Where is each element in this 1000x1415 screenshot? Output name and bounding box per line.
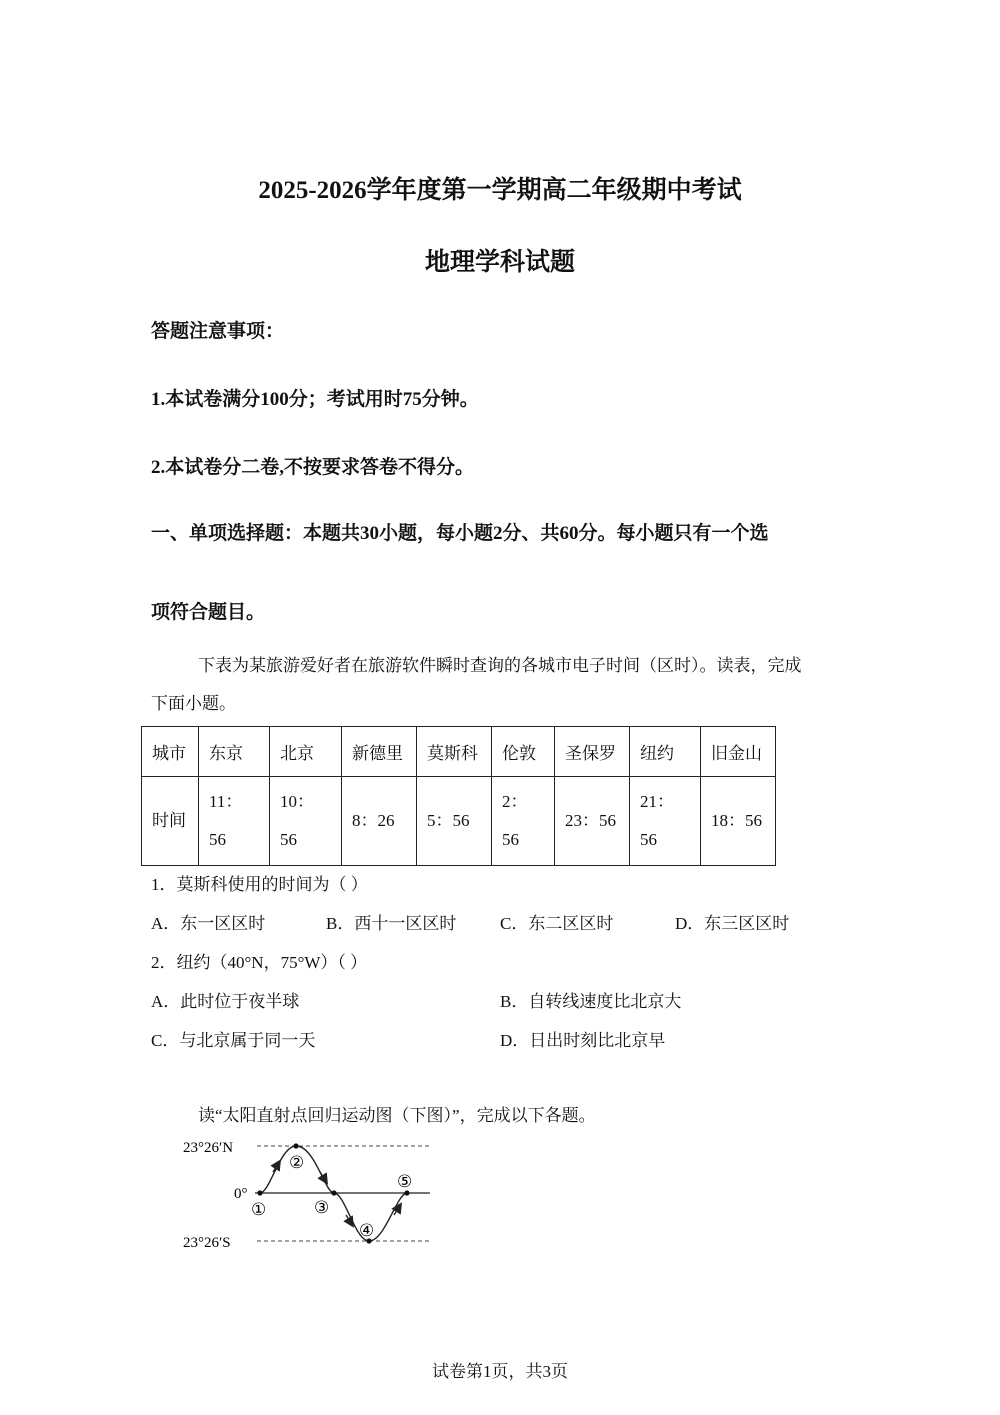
city-cell: 莫斯科 <box>417 727 492 777</box>
time-cell <box>270 777 342 866</box>
sun-migration-diagram <box>175 1130 445 1255</box>
point-label-3: ③ <box>314 1198 330 1218</box>
time-part: 56 <box>502 830 519 849</box>
table-row-city <box>142 727 776 777</box>
row-label-time: 时间 <box>142 777 199 866</box>
time-cell <box>555 777 630 866</box>
notice-heading: 答题注意事项： <box>151 321 285 342</box>
diagram-intro: 读“太阳直射点回归运动图（下图）”，完成以下各题。 <box>198 1106 596 1125</box>
time-cell <box>630 777 701 866</box>
time-cell <box>199 777 270 866</box>
question-1-option-b[interactable]: B．西十一区区时 <box>326 914 457 933</box>
direction-arrow-icon <box>320 1172 325 1180</box>
city-cell: 旧金山 <box>701 727 776 777</box>
time-cell <box>492 777 555 866</box>
city-cell: 北京 <box>270 727 342 777</box>
section-heading-line2: 项符合题目。 <box>151 602 266 623</box>
point-label-5: ⑤ <box>397 1172 413 1192</box>
time-part: 10： <box>280 792 314 811</box>
question-2-option-b[interactable]: B．自转线速度比北京大 <box>500 992 682 1011</box>
section-heading-line1: 一、单项选择题：本题共30小题，每小题2分、共60分。每小题只有一个选 <box>151 523 769 544</box>
question-1-option-d[interactable]: D．东三区区时 <box>675 914 790 933</box>
point-marker <box>293 1143 298 1148</box>
time-part: 2： <box>502 792 528 811</box>
exam-title: 2025-2026学年度第一学期高二年级期中考试 <box>258 177 742 204</box>
time-part: 56 <box>209 830 226 849</box>
time-part: 23：56 <box>565 811 616 830</box>
label-south-tropic: 23°26′S <box>183 1235 231 1251</box>
time-part: 21： <box>640 792 674 811</box>
city-cell: 圣保罗 <box>555 727 630 777</box>
time-cell <box>701 777 776 866</box>
point-label-4: ④ <box>359 1221 375 1241</box>
time-part: 56 <box>640 830 657 849</box>
question-2-option-d[interactable]: D．日出时刻比北京早 <box>500 1031 666 1050</box>
exam-subtitle: 地理学科试题 <box>424 249 575 276</box>
label-equator: 0° <box>234 1186 248 1202</box>
intro-text-line1: 下表为某旅游爱好者在旅游软件瞬时查询的各城市电子时间（区时）。读表，完成 <box>198 656 802 675</box>
question-2-stem: 2．纽约（40°N，75°W）（ ） <box>151 953 368 972</box>
notice-item-1: 1.本试卷满分100分；考试用时75分钟。 <box>151 389 479 410</box>
city-cell: 纽约 <box>630 727 701 777</box>
question-2-option-a[interactable]: A．此时位于夜半球 <box>151 992 300 1011</box>
time-cell <box>417 777 492 866</box>
notice-item-2: 2.本试卷分二卷,不按要求答卷不得分。 <box>151 457 475 478</box>
time-part: 56 <box>280 830 297 849</box>
time-part: 5：56 <box>427 811 470 830</box>
point-marker <box>331 1190 336 1195</box>
question-2-option-c[interactable]: C．与北京属于同一天 <box>151 1031 316 1050</box>
city-cell: 伦敦 <box>492 727 555 777</box>
time-part: 8：26 <box>352 811 395 830</box>
page-footer: 试卷第1页，共3页 <box>432 1362 568 1381</box>
city-cell: 新德里 <box>342 727 417 777</box>
point-label-1: ① <box>251 1200 267 1220</box>
time-cell <box>342 777 417 866</box>
city-cell: 东京 <box>199 727 270 777</box>
point-marker <box>257 1190 262 1195</box>
time-part: 18：56 <box>711 811 762 830</box>
question-1-option-c[interactable]: C．东二区区时 <box>500 914 614 933</box>
question-1-stem: 1．莫斯科使用的时间为（ ） <box>151 875 368 894</box>
intro-text-line2: 下面小题。 <box>151 694 236 713</box>
point-label-2: ② <box>289 1153 305 1173</box>
row-label-city: 城市 <box>142 727 199 777</box>
time-part: 11： <box>209 792 243 811</box>
label-north-tropic: 23°26′N <box>183 1140 234 1156</box>
question-1-option-a[interactable]: A．东一区区时 <box>151 914 266 933</box>
city-time-table <box>141 726 776 866</box>
table-row-time <box>142 777 776 866</box>
